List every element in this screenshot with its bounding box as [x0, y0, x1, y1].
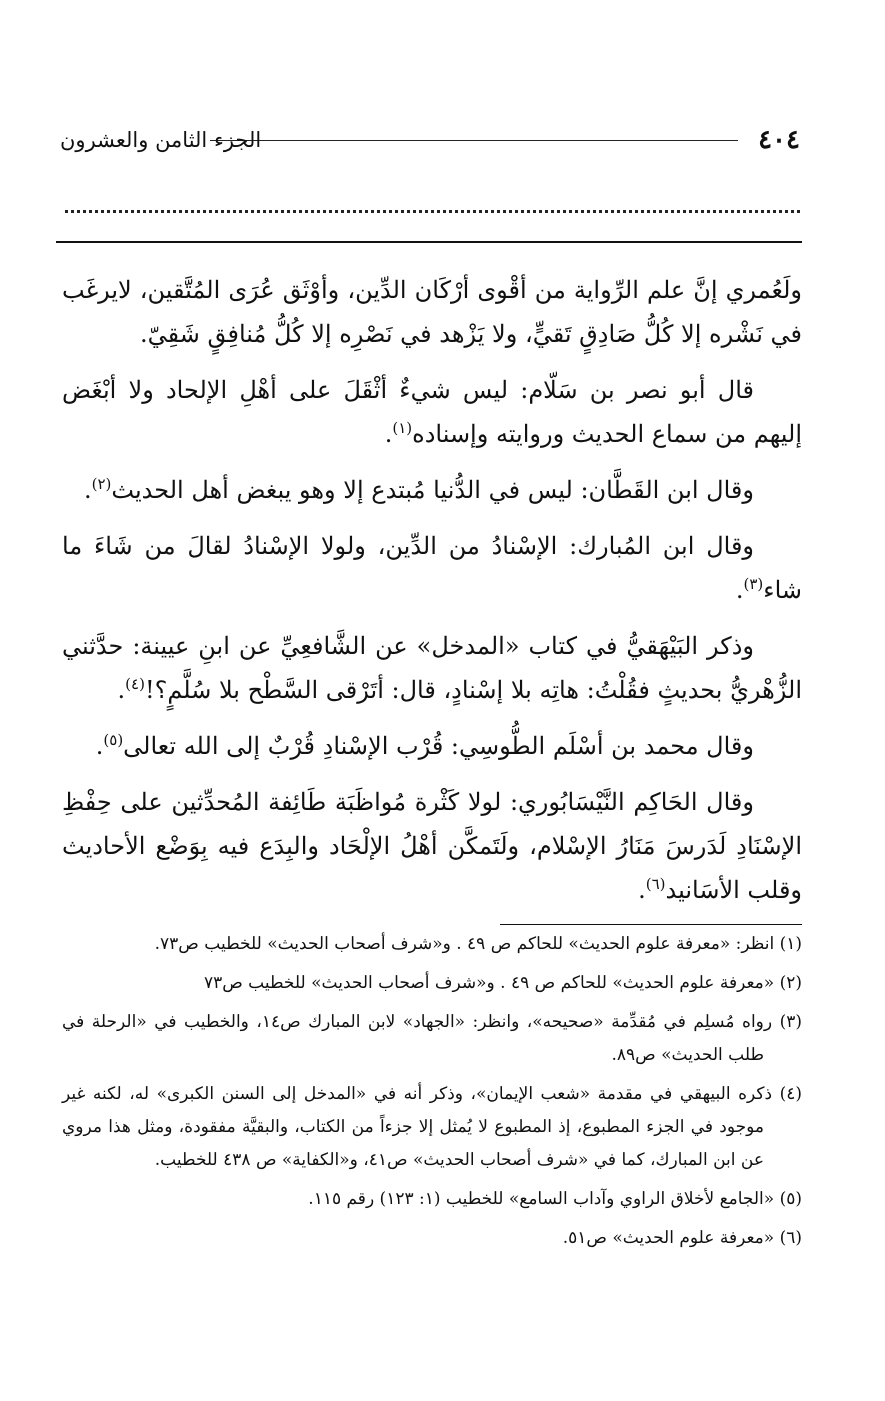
footnote-6: (٦) «معرفة علوم الحديث» ص٥١. [562, 1228, 802, 1248]
page-number: ٤٠٤ [758, 125, 800, 155]
paragraph-text: وقال محمد بن أسْلَم الطُّوسِي: قُرْب الإسْنادِ قُرْبٌ إلى الله تعالى [123, 732, 754, 760]
top-rule [56, 241, 802, 243]
paragraph-text: وقال ابن القَطَّان: ليس في الدُّنيا مُبتدع إلا وهو يبغض أهل الحديث [111, 476, 754, 504]
footnote-5: (٥) «الجامع لأخلاق الراوي وآداب السامع» للخطيب (١: ١٢٣) رقم ١١٥. [308, 1189, 802, 1209]
footnote-ref[interactable]: (٣) [743, 575, 764, 593]
paragraph-1 [62, 268, 802, 356]
paragraph-7: وقال الحَاكِم النَّيْسَابُوري: لولا كَثْرة مُواظَبَة طَائِفة المُحدِّثين على حِفْظِ الإسْنَادِ لَدَرسَ مَنَارُ الإسْلام، ولَتَمكَّن أهْلُ الإلْحَاد والبِدَع فيه بِوَضْع الأحاديث وقلب الأسَانيد$^{(٦)}$. [62, 788, 802, 904]
paragraph-text: وقال الحَاكِم النَّيْسَابُوري: لولا كَثْرة مُواظَبَة طَائِفة المُحدِّثين على حِفْظِ الإسْنَادِ لَدَرسَ مَنَارُ الإسْلام، ولَتَمكَّن أهْلُ الإلْحَاد والبِدَع فيه بِوَضْع الأحاديث وقلب الأسَانيد [62, 788, 802, 904]
footnote-ref[interactable]: (٥) [103, 731, 124, 749]
main-text [62, 268, 802, 924]
footnote-4: (٤) ذكره البيهقي في مقدمة «شعب الإيمان»، وذكر أنه في «المدخل إلى السنن الكبرى» له، لكنه غير موجود في الجزء المطبوع، إذ المطبوع لا يُمثل إلا جزءاً من الكتاب، والبقيَّة مفقودة، ومثل هذا مروي عن ابن المبارك، كما في «شرف أصحاب الحديث» ص٤١، و«الكفاية» ص ٤٣٨ للخطيب. [62, 1084, 802, 1170]
footnote-rule [500, 924, 802, 925]
footnote-2: (٢) «معرفة علوم الحديث» للحاكم ص ٤٩ . و«شرف أصحاب الحديث» للخطيب ص٧٣ [203, 973, 802, 993]
footnote-3: (٣) رواه مُسلِم في مُقدِّمة «صحيحه»، وانظر: «الجهاد» لابن المبارك ص١٤، والخطيب في «الرحلة في طلب الحديث» ص٨٩. [62, 1012, 802, 1065]
footnote-ref[interactable]: (٦) [645, 875, 666, 893]
dotted-separator [65, 210, 800, 213]
footnotes [62, 928, 802, 1261]
header-rule [210, 140, 738, 141]
footnote-1: (١) انظر: «معرفة علوم الحديث» للحاكم ص ٤٩ . و«شرف أصحاب الحديث» للخطيب ص٧٣. [154, 934, 802, 954]
paragraph-text: وذكر البَيْهَقيُّ في كتاب «المدخل» عن الشَّافعِيِّ عن ابنِ عيينة: حدَّثني الزُّهْريُّ بحديثٍ فقُلْتُ: هاتِه بلا إسْنادٍ، قال: أتَرْقى السَّطْح بلا سُلَّمٍ؟! [62, 632, 802, 704]
paragraph-text: قال أبو نصر بن سَلّام: ليس شيءٌ أثْقَلَ على أهْلِ الإلحاد ولا أبْغَض إليهم من سماع الحديث وروايته وإسناده [62, 376, 802, 448]
paragraph-4: وقال ابن المُبارك: الإسْنادُ من الدِّين، ولولا الإسْنادُ لقالَ من شَاءَ ما شاء$^{(٣)}$. [62, 532, 802, 604]
running-title: الجزء الثامن والعشرون [60, 128, 262, 152]
paragraph-text: وقال ابن المُبارك: الإسْنادُ من الدِّين، ولولا الإسْنادُ لقالَ من شَاءَ ما شاء [62, 532, 802, 604]
paragraph-6: وقال محمد بن أسْلَم الطُّوسِي: قُرْب الإسْنادِ قُرْبٌ إلى الله تعالى$^{(٥)}$. [95, 731, 754, 760]
footnote-ref[interactable]: (٢) [91, 475, 112, 493]
paragraph-3: وقال ابن القَطَّان: ليس في الدُّنيا مُبتدع إلا وهو يبغض أهل الحديث$^{(٢)}$. [83, 475, 754, 504]
paragraph-2: قال أبو نصر بن سَلّام: ليس شيءٌ أثْقَلَ على أهْلِ الإلحاد ولا أبْغَض إليهم من سماع الحديث وروايته وإسناده$^{(١)}$. [62, 376, 802, 448]
footnote-ref[interactable]: (٤) [125, 675, 145, 693]
paragraph-text: ولَعُمري إنَّ علم الرِّواية من أقْوى أرْكَان الدِّين، وأوْثَق عُرَى المُتَّقين، لايرغَب في نَشْره إلا كُلُّ صَادِقٍ تَقيٍّ، ولا يَزْهد في نَصْرِه إلا كُلُّ مُنافِقٍ شَقِيّ. [62, 276, 802, 348]
page-header [60, 120, 800, 160]
paragraph-5: وذكر البَيْهَقيُّ في كتاب «المدخل» عن الشَّافعِيِّ عن ابنِ عيينة: حدَّثني الزُّهْريُّ بحديثٍ فقُلْتُ: هاتِه بلا إسْنادٍ، قال: أتَرْقى السَّطْح بلا سُلَّمٍ؟!$^{(٤)}$. [62, 632, 802, 704]
footnote-ref[interactable]: (١) [392, 419, 413, 437]
